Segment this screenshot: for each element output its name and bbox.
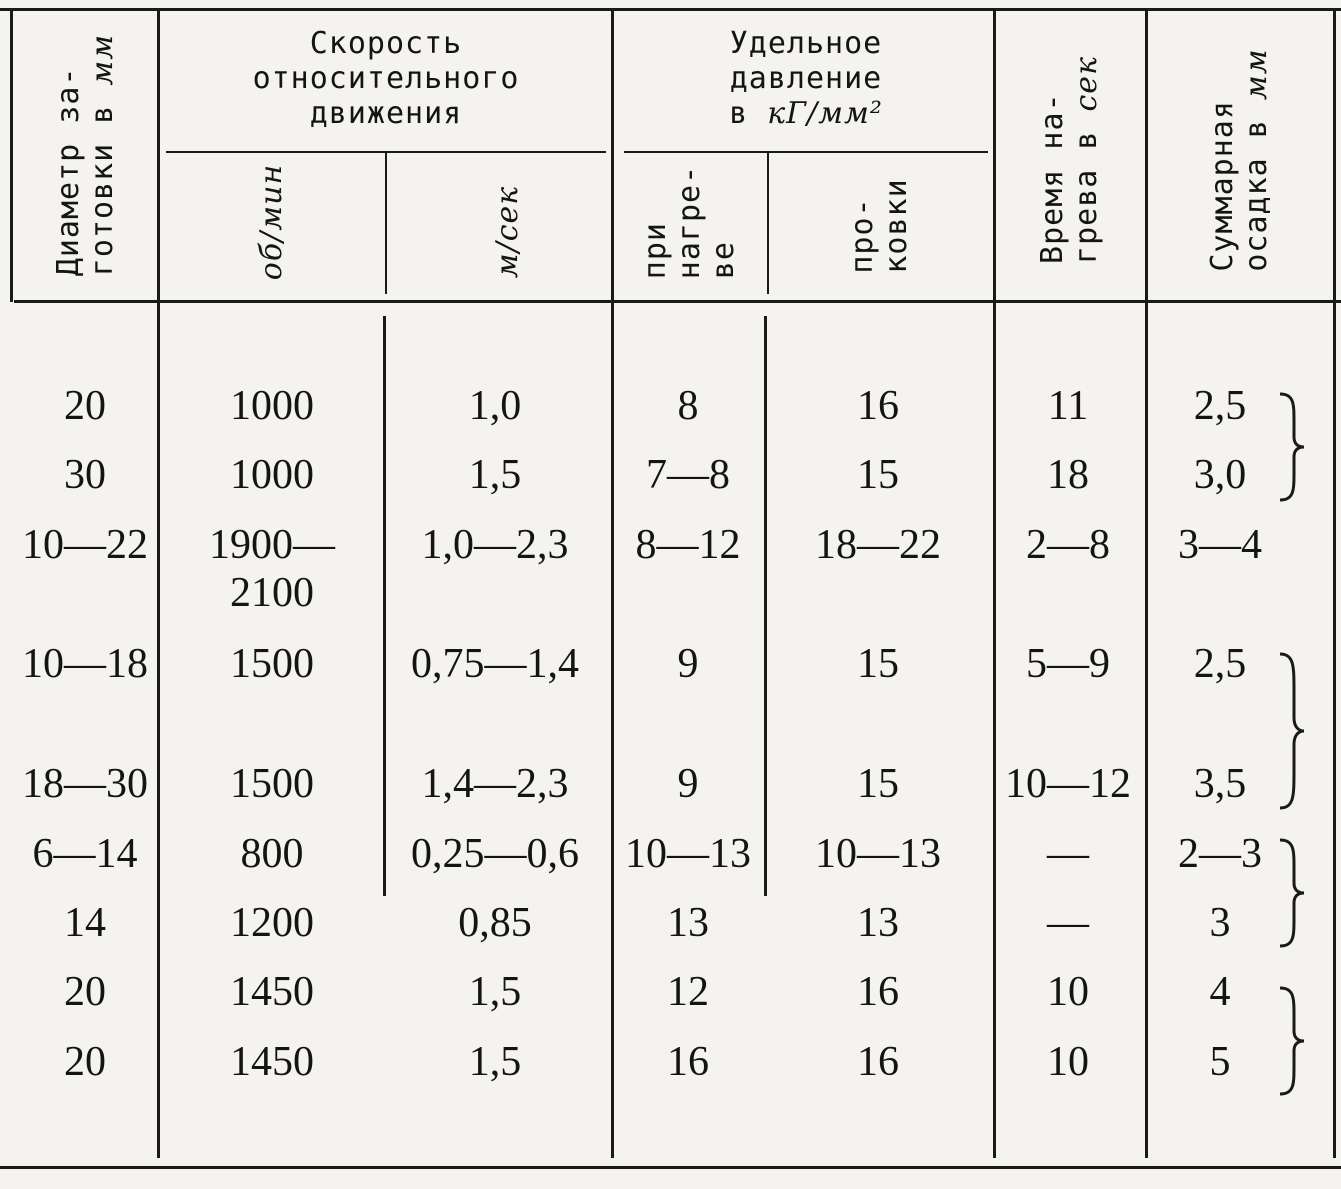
col-divider-6 bbox=[1145, 10, 1148, 1158]
table-cell-forge: 10—13 bbox=[815, 831, 941, 877]
table-cell-heat: 13 bbox=[667, 900, 709, 946]
table-cell-time: 11 bbox=[1047, 383, 1089, 429]
top-rule bbox=[0, 8, 1341, 11]
table-cell-upset: 4 bbox=[1209, 969, 1231, 1015]
header-speed-line1: Скорость bbox=[309, 26, 463, 61]
right-border bbox=[1333, 10, 1336, 1158]
table-cell-ms: 1,5 bbox=[468, 969, 522, 1015]
table-cell-upset: 3—4 bbox=[1178, 522, 1262, 568]
header-pressure-line1: Удельное bbox=[729, 26, 883, 61]
table-cell-heat: 12 bbox=[667, 969, 709, 1015]
left-border bbox=[10, 10, 13, 302]
table-cell-ms: 1,4—2,3 bbox=[421, 761, 569, 807]
table-cell-upset: 3 bbox=[1209, 900, 1231, 946]
table-cell-forge: 18—22 bbox=[815, 522, 941, 568]
table-cell-heat: 9 bbox=[677, 761, 699, 807]
table-cell-rpm: 1000 bbox=[230, 452, 314, 498]
table-cell-ms: 1,5 bbox=[468, 452, 522, 498]
header-pressure-heat: при нагре- ве bbox=[638, 164, 741, 280]
table-cell-heat: 8—12 bbox=[635, 522, 741, 568]
table-cell-time: 5—9 bbox=[1026, 641, 1110, 687]
table-cell-upset: 2,5 bbox=[1193, 383, 1247, 429]
table-cell-rpm: 1500 bbox=[230, 761, 314, 807]
table-cell-rpm: 1900— bbox=[209, 522, 335, 568]
header-upset: Суммарная осадка в мм bbox=[1205, 48, 1274, 272]
table-cell-upset: 3,0 bbox=[1193, 452, 1247, 498]
table-cell-forge: 16 bbox=[857, 1039, 899, 1085]
header-pressure-forge: про- ковки bbox=[845, 178, 914, 274]
header-diameter-line2: готовки в мм bbox=[85, 33, 120, 277]
table-cell-upset: 3,5 bbox=[1193, 761, 1247, 807]
col-divider-2 bbox=[385, 152, 387, 294]
col-divider-1 bbox=[157, 10, 160, 1158]
table-cell-time: — bbox=[1047, 831, 1089, 877]
header-pressure-group bbox=[624, 26, 988, 131]
table-cell-rpm: 1450 bbox=[230, 1039, 314, 1085]
table-cell-upset: 2,5 bbox=[1193, 641, 1247, 687]
table-cell-ms: 0,85 bbox=[458, 900, 532, 946]
bottom-rule bbox=[0, 1166, 1341, 1169]
col-divider-4 bbox=[767, 152, 769, 294]
header-bottom-rule bbox=[14, 300, 1341, 303]
table-cell-rpm: 800 bbox=[240, 831, 304, 877]
table-cell-rpm: 1200 bbox=[230, 900, 314, 946]
table-cell-ms: 1,0 bbox=[468, 383, 522, 429]
table-cell-forge: 15 bbox=[857, 761, 899, 807]
brace-rows-6-7 bbox=[1270, 838, 1310, 948]
header-speed-rpm: об/мин bbox=[254, 163, 289, 281]
table-cell-heat: 9 bbox=[677, 641, 699, 687]
table-cell-rpm: 1500 bbox=[230, 641, 314, 687]
header-pressure-line2: давление bbox=[729, 61, 883, 96]
table-cell-ms: 1,0—2,3 bbox=[421, 522, 569, 568]
brace-rows-4-5 bbox=[1270, 652, 1310, 810]
table-cell-heat: 8 bbox=[677, 383, 699, 429]
table-cell-time: — bbox=[1047, 900, 1089, 946]
table-cell-forge: 16 bbox=[857, 383, 899, 429]
table-cell-diameter: 30 bbox=[64, 452, 106, 498]
table-cell-diameter: 18—30 bbox=[22, 761, 148, 807]
table-cell-diameter: 14 bbox=[64, 900, 106, 946]
table-cell-time: 10—12 bbox=[1005, 761, 1131, 807]
header-time: Время на- грева в сек bbox=[1035, 56, 1104, 264]
header-speed-ms: м/сек bbox=[490, 185, 525, 279]
table-cell-rpm: 1000 bbox=[230, 383, 314, 429]
table-cell-heat: 16 bbox=[667, 1039, 709, 1085]
table-cell-upset: 5 bbox=[1209, 1039, 1231, 1085]
header-diameter bbox=[52, 34, 120, 276]
pressure-subheader-rule bbox=[624, 151, 988, 153]
table-cell-time: 18 bbox=[1047, 452, 1089, 498]
col-divider-2b bbox=[383, 316, 386, 896]
table-cell-rpm-continued: 2100 bbox=[230, 570, 314, 616]
brace-rows-1-2 bbox=[1270, 392, 1310, 502]
table-cell-heat: 10—13 bbox=[625, 831, 751, 877]
col-divider-5 bbox=[993, 10, 996, 1158]
header-pressure-line3: в кГ/мм² bbox=[729, 96, 883, 131]
table-cell-heat: 7—8 bbox=[646, 452, 730, 498]
table-cell-forge: 16 bbox=[857, 969, 899, 1015]
table-cell-diameter: 10—18 bbox=[22, 641, 148, 687]
header-speed-group bbox=[166, 26, 606, 131]
col-divider-3 bbox=[611, 10, 614, 1158]
table-cell-time: 10 bbox=[1047, 969, 1089, 1015]
table-cell-diameter: 6—14 bbox=[32, 831, 138, 877]
table-cell-time: 2—8 bbox=[1026, 522, 1110, 568]
table-cell-forge: 13 bbox=[857, 900, 899, 946]
table-cell-upset: 2—3 bbox=[1178, 831, 1262, 877]
header-diameter-line1: Диаметр за- bbox=[51, 66, 86, 277]
col-divider-4b bbox=[764, 316, 767, 896]
table-cell-ms: 0,75—1,4 bbox=[411, 641, 579, 687]
brace-rows-8-9 bbox=[1270, 986, 1310, 1096]
table-cell-diameter: 10—22 bbox=[22, 522, 148, 568]
header-speed-line2: относительного bbox=[252, 61, 520, 96]
table-cell-diameter: 20 bbox=[64, 1039, 106, 1085]
table-cell-ms: 0,25—0,6 bbox=[411, 831, 579, 877]
header-speed-line3: движения bbox=[309, 96, 463, 131]
table-cell-diameter: 20 bbox=[64, 969, 106, 1015]
table-cell-time: 10 bbox=[1047, 1039, 1089, 1085]
table-cell-forge: 15 bbox=[857, 452, 899, 498]
table-cell-diameter: 20 bbox=[64, 383, 106, 429]
table-cell-rpm: 1450 bbox=[230, 969, 314, 1015]
table-cell-forge: 15 bbox=[857, 641, 899, 687]
table-cell-ms: 1,5 bbox=[468, 1039, 522, 1085]
